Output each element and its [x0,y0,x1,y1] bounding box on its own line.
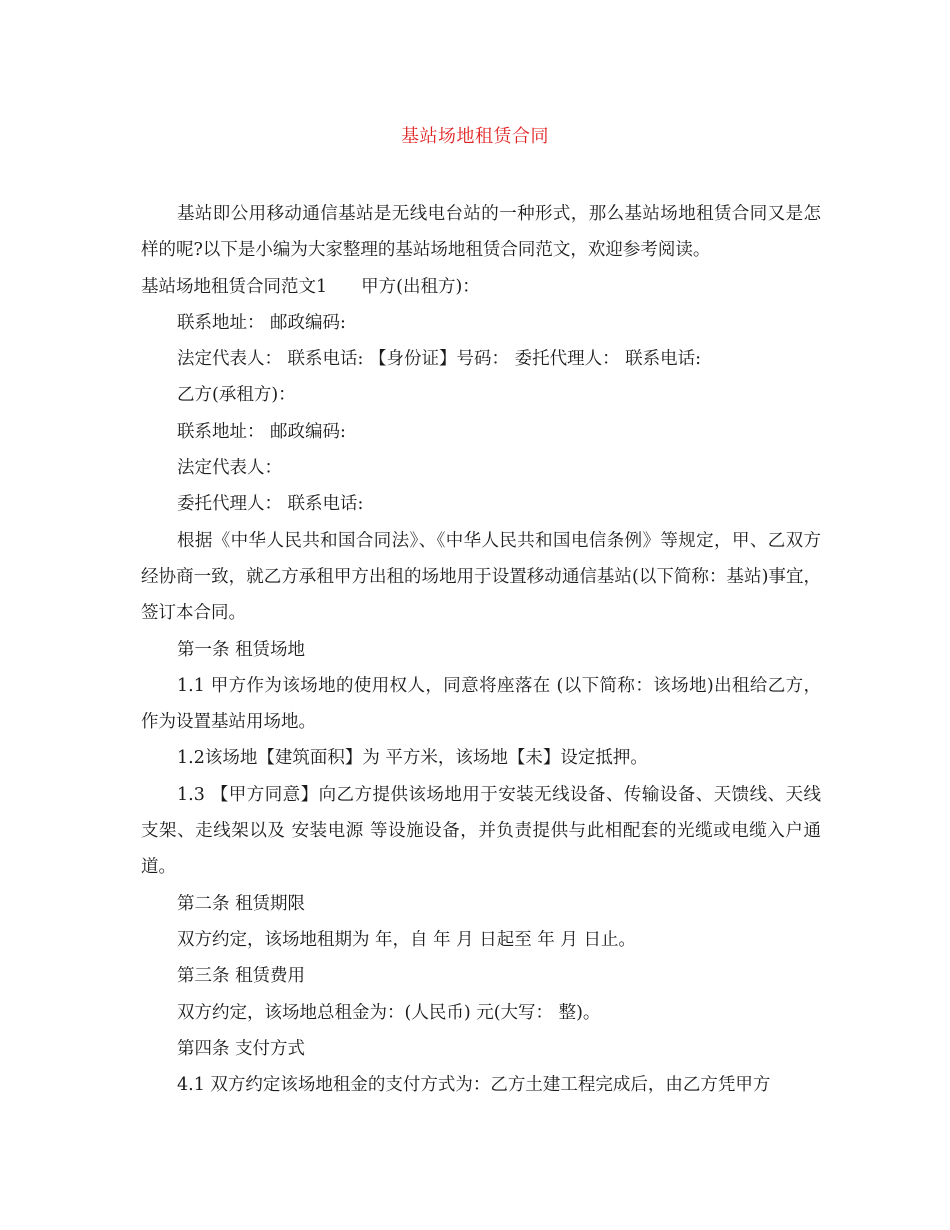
article-1-heading: 第一条 租赁场地 [177,639,306,660]
party-b-agent: 委托代理人： 联系电话: [177,494,364,515]
lease-term-paragraph: 双方约定，该场地租期为 年，自 年 月 日起至 年 月 日止。 [177,929,636,950]
article-2-heading: 第二条 租赁期限 [177,893,306,914]
clause-1-2: 1.2该场地【建筑面积】为 平方米，该场地【未】设定抵押。 [177,748,648,769]
party-b-representative: 法定代表人： [177,458,282,479]
clause-1-1: 1.1 甲方作为该场地的使用权人，同意将座落在 (以下简称：该场地)出租给乙方，作为设置基站用场地。 [141,675,821,733]
party-a-representative: 法定代表人： 联系电话: 【身份证】号码： 委托代理人： 联系电话: [177,349,702,370]
rent-paragraph: 双方约定，该场地总租金为：(人民币) 元(大写： 整)。 [177,1002,601,1023]
party-b-label: 乙方(承租方)： [177,385,296,406]
party-a-address: 联系地址： 邮政编码: [177,312,346,333]
document-body [141,196,821,1103]
sample-heading-line [141,269,821,305]
intro-paragraph: 基站即公用移动通信基站是无线电台站的一种形式，那么基站场地租赁合同又是怎样的呢?以下是小编为大家整理的基站场地租赁合同范文，欢迎参考阅读。 [141,204,821,261]
clause-1-3: 1.3 【甲方同意】向乙方提供该场地用于安装无线设备、传输设备、天馈线、天线支架、走线架以及 安装电源 等设施设备，并负责提供与此相配套的光缆或电缆入户通道。 [141,784,821,878]
party-a-label: 甲方(出租方)： [361,276,480,297]
sample-heading: 基站场地租赁合同范文1 [141,276,328,297]
legal-basis-paragraph: 根据《中华人民共和国合同法》、《中华人民共和国电信条例》等规定，甲、乙双方经协商一致，就乙方承租甲方出租的场地用于设置移动通信基站(以下简称：基站)事宜，签订本合同。 [141,530,821,624]
clause-4-1: 4.1 双方约定该场地租金的支付方式为：乙方土建工程完成后，由乙方凭甲方 [177,1075,771,1096]
article-3-heading: 第三条 租赁费用 [177,966,306,987]
document-title: 基站场地租赁合同 [401,126,549,147]
party-b-address: 联系地址： 邮政编码: [177,421,346,442]
article-4-heading: 第四条 支付方式 [177,1038,306,1059]
